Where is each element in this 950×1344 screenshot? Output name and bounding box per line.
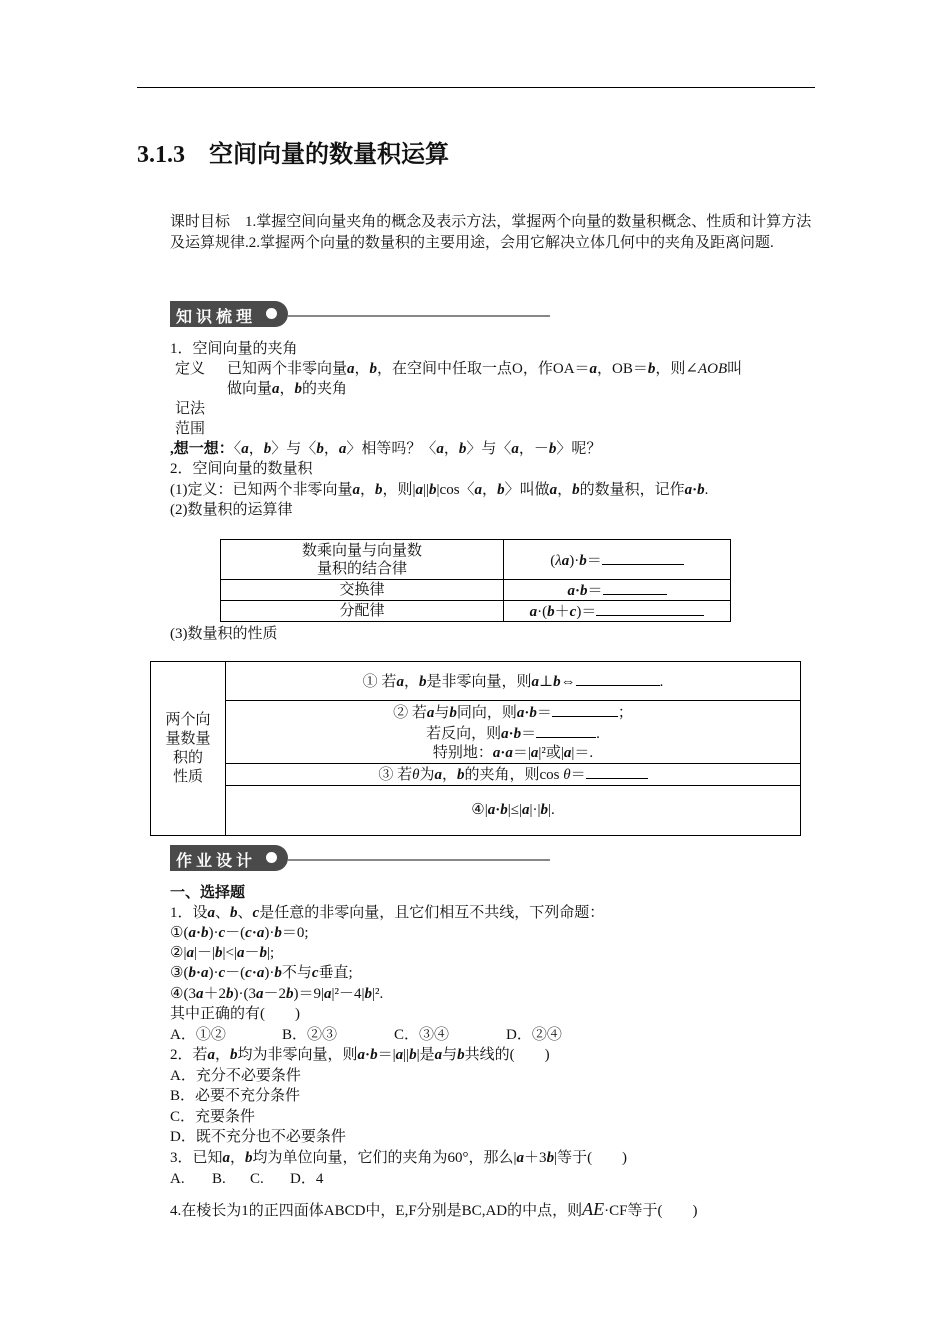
q1-option-3: ③(b·a)·c－(c·a)·b不与c垂直;: [170, 965, 353, 981]
think-question: ,想一想：〈a，b〉与〈b，a〉相等吗？〈a，b〉与〈a，－b〉呢？: [170, 441, 602, 457]
property-4: ④|a·b|≤|a|·|b|.: [226, 786, 801, 836]
q3-choice-d: D．4: [290, 1171, 324, 1187]
definition-label: 定义: [175, 361, 206, 377]
q1-option-4: ④(3a＋2b)·(3a－2b)＝9|a|²－4|b|².: [170, 986, 384, 1002]
q1-choice-a: A．①②: [170, 1027, 226, 1043]
definition-line-1: 已知两个非零向量a，b，在空间中任取一点O，作OA＝a，OB＝b，则∠AOB叫: [227, 361, 743, 377]
question-3: 3．已知a，b均为单位向量，它们的夹角为60°，那么|a＋3b|等于( ): [170, 1150, 628, 1166]
q1-choice-c: C．③④: [394, 1027, 450, 1043]
bullet-icon: [266, 852, 277, 863]
q2-choice-d: D．既不充分也不必要条件: [170, 1129, 346, 1145]
q1-option-2: ②|a|－|b|<|a－b|;: [170, 945, 275, 961]
table-row: [151, 764, 801, 786]
banner-label: 知识梳理: [176, 307, 257, 326]
table-row: [151, 701, 801, 764]
table-row: [151, 786, 801, 836]
question-1: 1．设a、b、c是任意的非零向量，且它们相互不共线，下列命题：: [170, 905, 605, 921]
banner-label: 作业设计: [176, 851, 257, 870]
property-2: ② 若a与b同向，则a·b＝ ； 若反向，则a·b＝ . 特别地：a·a＝|a|²或|a|＝.: [226, 701, 801, 764]
section-2-heading: 2．空间向量的数量积: [170, 461, 313, 477]
property-3: ③ 若θ为a，b的夹角，则cos θ＝: [226, 764, 801, 786]
q1-choice-d: D．②④: [506, 1027, 562, 1043]
table-row: [221, 540, 731, 580]
question-2: 2．若a，b均为非零向量，则a·b＝|a||b|是a与b共线的( ): [170, 1047, 550, 1063]
operation-laws-heading: (2)数量积的运算律: [170, 502, 293, 518]
q3-choice-c: C.: [250, 1171, 264, 1187]
properties-table: [150, 661, 801, 836]
properties-label: 两个向 量数量 积的 性质: [151, 662, 226, 836]
q3-choice-a: A.: [170, 1171, 185, 1187]
homework-heading: 一、选择题: [170, 885, 246, 901]
law-name: 交换律: [221, 580, 504, 601]
q3-choice-b: B.: [212, 1171, 226, 1187]
law-formula: a·b＝: [504, 580, 731, 601]
law-name: 数乘向量与向量数 量积的结合律: [221, 540, 504, 580]
lesson-goal: 课时目标 1.掌握空间向量夹角的概念及表示方法，掌握两个向量的数量积概念、性质和计算方法及运算规律.2.掌握两个向量的数量积的主要用途，会用它解决立体几何中的夹角及距离问题.: [170, 214, 812, 251]
table-row: [151, 662, 801, 701]
bullet-icon: [266, 308, 277, 319]
q1-choice-b: B．②③: [282, 1027, 338, 1043]
definition-line-2: 做向量a，b的夹角: [227, 381, 348, 397]
notation-label: 记法: [175, 401, 206, 417]
q1-ask: 其中正确的有( ): [170, 1006, 300, 1022]
page-title: 3.1.3 空间向量的数量积运算: [137, 142, 449, 168]
range-label: 范围: [175, 421, 206, 437]
law-formula: (λa)·b＝: [504, 540, 731, 580]
q1-option-1: ①(a·b)·c－(c·a)·b＝0;: [170, 925, 309, 941]
dot-product-definition: (1)定义：已知两个非零向量a，b，则|a||b|cos〈a，b〉叫做a，b的数量积，记作a·b.: [170, 482, 709, 498]
vector-ae: AE: [582, 1199, 605, 1219]
table-row: [221, 601, 731, 622]
top-rule: [137, 87, 815, 88]
q2-choice-a: A．充分不必要条件: [170, 1068, 301, 1084]
law-name: 分配律: [221, 601, 504, 622]
property-1: ① 若a，b是非零向量，则a⊥b⇔ .: [226, 662, 801, 701]
section-1-heading: 1．空间向量的夹角: [170, 341, 298, 357]
operation-laws-table: [220, 539, 731, 622]
q2-choice-c: C．充要条件: [170, 1109, 256, 1125]
question-4: 4.在棱长为1的正四面体ABCD中，E,F分别是BC,AD的中点，则AE·CF等于( ): [170, 1199, 698, 1219]
q2-choice-b: B．必要不充分条件: [170, 1088, 301, 1104]
law-formula: a·(b＋c)＝: [504, 601, 731, 622]
table-row: [221, 580, 731, 601]
properties-heading: (3)数量积的性质: [170, 626, 278, 642]
